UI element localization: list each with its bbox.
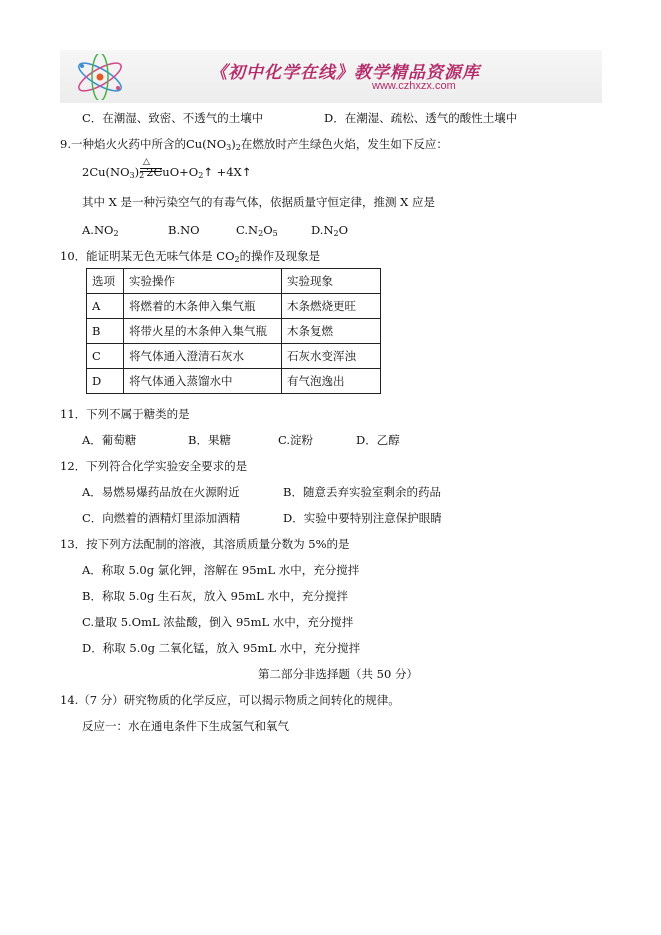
q8-option-c: C．在潮湿、致密、不透气的土壤中 <box>82 111 264 125</box>
part2-title: 第二部分非选择题（共 50 分） <box>258 667 418 681</box>
q12-option-c: C．向燃着的酒精灯里添加酒精 <box>82 511 241 525</box>
q10-stem: 10．能证明某无色无味气体是 $CO_2$的操作及现象是 <box>60 249 321 264</box>
table-cell: 木条燃烧更旺 <box>282 294 381 319</box>
table-header-cell: 实验现象 <box>282 269 381 294</box>
q9-note: 其中 X 是一种污染空气的有毒气体，依据质量守恒定律，推测 X 应是 <box>82 195 435 209</box>
table-cell: D <box>87 369 124 394</box>
q13-option-a: A．称取 5.0g 氯化钾，溶解在 95mL 水中，充分搅拌 <box>82 563 360 577</box>
q9-stem: 9.一种焰火火药中所含的$Cu(NO_3)_2$在燃放时产生绿色火焰，发生如下反应： <box>60 137 448 152</box>
q9-option-b: B.NO <box>168 223 200 237</box>
gas-arrow-icon: ↑ <box>203 165 213 179</box>
banner-url[interactable]: www.czhxzx.com <box>372 80 456 92</box>
table-row <box>87 344 381 369</box>
q11-stem: 11．下列不属于糖类的是 <box>60 407 190 421</box>
table-cell: 将带火星的木条伸入集气瓶 <box>124 319 282 344</box>
q11-option-d: D．乙醇 <box>356 433 400 447</box>
q11-option-c: C.淀粉 <box>278 433 314 447</box>
table-cell: 将气体通入澄清石灰水 <box>124 344 282 369</box>
q12-option-d: D．实验中要特别注意保护眼睛 <box>283 511 442 525</box>
q8-option-d: D．在潮湿、疏松、透气的酸性土壤中 <box>324 111 518 125</box>
table-cell: 将燃着的木条伸入集气瓶 <box>124 294 282 319</box>
q13-option-d: D．称取 5.0g 二氧化锰，放入 95mL 水中，充分搅拌 <box>82 641 361 655</box>
table-cell: C <box>87 344 124 369</box>
table-header-cell: 选项 <box>87 269 124 294</box>
q13-option-b: B．称取 5.0g 生石灰，放入 95mL 水中，充分搅拌 <box>82 589 348 603</box>
table-header-row <box>87 269 381 294</box>
banner-title: 《初中化学在线》教学精品资源库 <box>210 63 480 83</box>
q9-option-c: $C.N_2O_5$ <box>236 223 278 238</box>
table-row <box>87 294 381 319</box>
atom-logo-icon <box>70 54 130 100</box>
q13-option-c: C.量取 5.OmL 浓盐酸，倒入 95mL 水中，充分搅拌 <box>82 615 354 629</box>
q11-option-b: B．果糖 <box>188 433 231 447</box>
q12-option-a: A．易燃易爆药品放在火源附近 <box>82 485 240 499</box>
table-row <box>87 369 381 394</box>
table-cell: A <box>87 294 124 319</box>
q9-option-d: $D.N_2O$ <box>311 223 349 238</box>
q13-stem: 13．按下列方法配制的溶液，其溶质质量分数为 5%的是 <box>60 537 350 551</box>
table-cell: 石灰水变浑浊 <box>282 344 381 369</box>
q9-option-a: $A.NO_2$ <box>82 223 119 238</box>
table-row <box>87 319 381 344</box>
q12-stem: 12．下列符合化学实验安全要求的是 <box>60 459 248 473</box>
gas-arrow-icon: ↑ <box>241 165 252 179</box>
q14-reaction1: 反应一：水在通电条件下生成氢气和氧气 <box>82 719 289 733</box>
q14-stem: 14.（7 分）研究物质的化学反应，可以揭示物质之间转化的规律。 <box>60 693 400 707</box>
table-cell: 将气体通入蒸馏水中 <box>124 369 282 394</box>
resource-banner <box>60 50 602 103</box>
q9-reaction-equation: $2Cu(NO_3)_2$ $2CuO+O_2↑$ +4X↑ <box>82 165 252 180</box>
table-cell: B <box>87 319 124 344</box>
q11-option-a: A．葡萄糖 <box>82 433 137 447</box>
table-header-cell: 实验操作 <box>124 269 282 294</box>
table-cell: 木条复燃 <box>282 319 381 344</box>
experiment-table <box>86 268 381 394</box>
heat-condition-icon: △ <box>143 157 150 167</box>
table-cell: 有气泡逸出 <box>282 369 381 394</box>
q12-option-b: B．随意丢弃实验室剩余的药品 <box>283 485 441 499</box>
